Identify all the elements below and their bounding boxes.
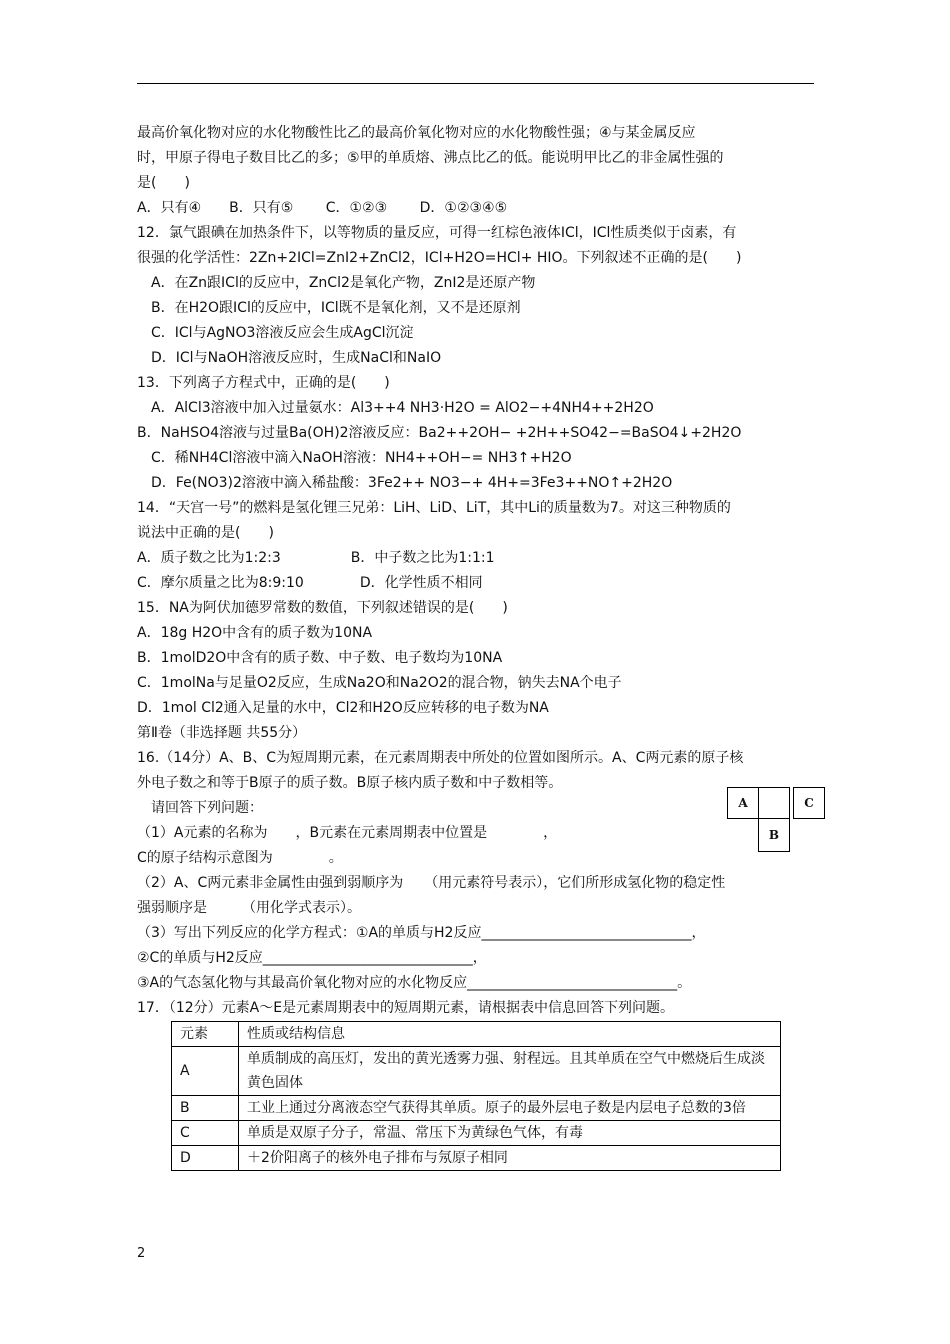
text-line: 很强的化学活性：2Zn+2ICl=ZnI2+ZnCl2，ICl+H2O=HCl+ HIO。下列叙述不正确的是( ) (137, 250, 742, 266)
table-cell: ＋2价阳离子的核外电子排布与氖原子相同 (239, 1146, 781, 1171)
table-row (172, 1121, 781, 1146)
text-line: ②C的单质与H2反应______________________________， (137, 950, 487, 966)
table-cell: A (172, 1047, 239, 1096)
text-line: 14．“天宫一号”的燃料是氢化锂三兄弟：LiH、LiD、LiT，其中Li的质量数为7。对这三种物质的 (137, 500, 731, 516)
periodic-position-diagram (727, 787, 826, 853)
text-line: ③A的气态氢化物与其最高价氧化物对应的水化物反应______________________________。 (137, 975, 692, 991)
text-line: D．1mol Cl2通入足量的水中，Cl2和H2O反应转移的电子数为NA (137, 700, 549, 716)
table-cell: C (172, 1121, 239, 1146)
text-line: 13．下列离子方程式中，正确的是( ) (137, 375, 390, 391)
table-cell: D (172, 1146, 239, 1171)
table-cell: 单质制成的高压灯，发出的黄光透雾力强、射程远。且其单质在空气中燃烧后生成淡黄色固体 (239, 1047, 781, 1096)
table-header: 元素 (172, 1022, 239, 1047)
text-line: A．在Zn跟ICl的反应中，ZnCl2是氧化产物，ZnI2是还原产物 (151, 275, 536, 291)
text-line: C．1molNa与足量O2反应，生成Na2O和Na2O2的混合物，钠失去NA个电子 (137, 675, 622, 691)
table-header-row (172, 1022, 781, 1047)
table-row (172, 1146, 781, 1171)
text-line: 是( ) (137, 175, 190, 191)
text-line: （1）A元素的名称为 ，B元素在元素周期表中位置是 ， (137, 825, 558, 841)
table-cell: B (172, 1096, 239, 1121)
text-line: D．Fe(NO3)2溶液中滴入稀盐酸：3Fe2++ NO3−+ 4H+=3Fe3++NO↑+2H2O (151, 475, 673, 491)
text-line: 15．NA为阿伏加德罗常数的数值，下列叙述错误的是( ) (137, 600, 508, 616)
text-line: 12．氯气跟碘在加热条件下，以等物质的量反应，可得一红棕色液体ICl，ICl性质类似于卤素，有 (137, 225, 737, 241)
text-line: 第Ⅱ卷（非选择题 共55分） (137, 725, 307, 741)
table-row (172, 1047, 781, 1096)
cell-b: B (758, 818, 790, 852)
header-rule (137, 83, 814, 84)
text-line: D．ICl与NaOH溶液反应时，生成NaCl和NaIO (151, 350, 442, 366)
text-line: 外电子数之和等于B原子的质子数。B原子核内质子数和中子数相等。 (137, 775, 563, 791)
text-line: C．稀NH4Cl溶液中滴入NaOH溶液：NH4++OH−= NH3↑+H2O (151, 450, 572, 466)
text-line: A．只有④ B．只有⑤ C．①②③ D．①②③④⑤ (137, 200, 508, 216)
page-number: 2 (137, 1246, 146, 1261)
question-text (137, 121, 827, 1021)
cell-a: A (727, 787, 759, 819)
cell-c: C (793, 787, 825, 819)
cell-empty (758, 787, 790, 819)
text-line: C．摩尔质量之比为8:9:10 D．化学性质不相同 (137, 575, 483, 591)
text-line: 强弱顺序是 （用化学式表示）。 (137, 900, 361, 916)
text-line: 时，甲原子得电子数目比乙的多；⑤甲的单质熔、沸点比乙的低。能说明甲比乙的非金属性强的 (137, 150, 724, 166)
text-line: 最高价氧化物对应的水化物酸性比乙的最高价氧化物对应的水化物酸性强；④与某金属反应 (137, 125, 696, 141)
text-line: C的原子结构示意图为 。 (137, 850, 343, 866)
element-info-table (171, 1021, 781, 1171)
table-row (172, 1096, 781, 1121)
table-cell: 工业上通过分离液态空气获得其单质。原子的最外层电子数是内层电子总数的3倍 (239, 1096, 781, 1121)
text-line: （2）A、C两元素非金属性由强到弱顺序为 （用元素符号表示），它们所形成氢化物的稳定性 (137, 875, 726, 891)
text-line: B．NaHSO4溶液与过量Ba(OH)2溶液反应：Ba2++2OH− +2H++SO42−=BaSO4↓+2H2O (137, 425, 742, 441)
text-line: 17．（12分）元素A～E是元素周期表中的短周期元素，请根据表中信息回答下列问题。 (137, 1000, 675, 1016)
text-line: C．ICl与AgNO3溶液反应会生成AgCl沉淀 (151, 325, 414, 341)
text-line: 说法中正确的是( ) (137, 525, 274, 541)
text-line: B．1molD2O中含有的质子数、中子数、电子数均为10NA (137, 650, 503, 666)
text-line: A．质子数之比为1:2:3 B．中子数之比为1:1:1 (137, 550, 495, 566)
text-line: 16.（14分）A、B、C为短周期元素，在元素周期表中所处的位置如图所示。A、C两元素的原子核 (137, 750, 744, 766)
text-line: A．18g H2O中含有的质子数为10NA (137, 625, 373, 641)
text-line: （3）写出下列反应的化学方程式：①A的单质与H2反应______________________________， (137, 925, 706, 941)
text-line: B．在H2O跟ICl的反应中，ICl既不是氧化剂，又不是还原剂 (151, 300, 521, 316)
text-line: 请回答下列问题： (151, 800, 263, 816)
table-cell: 单质是双原子分子，常温、常压下为黄绿色气体，有毒 (239, 1121, 781, 1146)
text-line: A．AlCl3溶液中加入过量氨水：Al3++4 NH3·H2O = AlO2−+4NH4++2H2O (151, 400, 654, 416)
table-header: 性质或结构信息 (239, 1022, 781, 1047)
